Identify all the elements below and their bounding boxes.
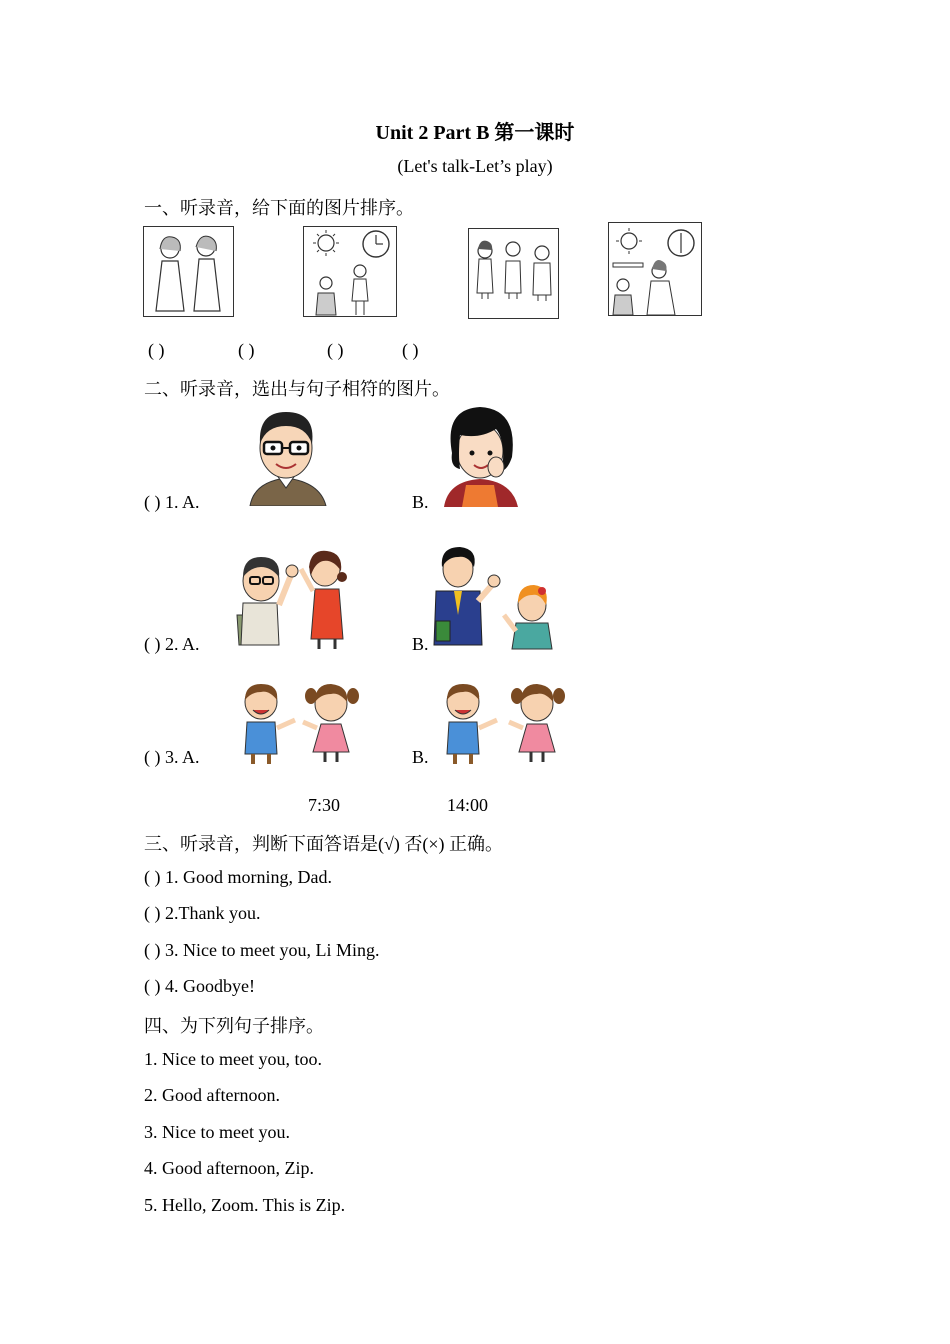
order-blank-1[interactable]: ( ) <box>148 340 165 360</box>
question-1-prefix: ( ) 1. A. <box>144 492 200 512</box>
order-blank-3[interactable]: ( ) <box>327 340 344 360</box>
teacher-and-girl-picture[interactable] <box>432 545 556 650</box>
boy-and-girl-greeting-picture-a[interactable] <box>233 682 369 764</box>
sentence-item-4: 4. Good afternoon, Zip. <box>144 1158 314 1178</box>
sentence-item-2: 2. Good afternoon. <box>144 1085 280 1105</box>
sun-clock-people-picture <box>303 226 397 317</box>
boy-and-girl-waving-picture[interactable] <box>235 545 347 650</box>
judge-item-2[interactable]: ( ) 2.Thank you. <box>144 903 261 923</box>
section3-heading: 三、听录音，判断下面答语是(√) 否(×) 正确。 <box>144 834 504 854</box>
sentence-item-1: 1. Nice to meet you, too. <box>144 1049 322 1069</box>
two-women-picture <box>143 226 234 317</box>
girl-picture[interactable] <box>438 405 522 507</box>
time-label-a: 7:30 <box>308 795 341 815</box>
boy-and-girl-greeting-picture-b[interactable] <box>435 682 575 764</box>
sun-clock-boy-woman-picture <box>608 222 702 316</box>
question-3-option-b: B. <box>412 747 429 767</box>
question-1-option-b: B. <box>412 492 429 512</box>
man-with-glasses-picture[interactable] <box>240 408 335 506</box>
order-blank-2[interactable]: ( ) <box>238 340 255 360</box>
sentence-item-5: 5. Hello, Zoom. This is Zip. <box>144 1195 346 1215</box>
page-subtitle: (Let's talk-Let’s play) <box>397 156 553 176</box>
judge-item-4[interactable]: ( ) 4. Goodbye! <box>144 976 255 996</box>
question-3-prefix: ( ) 3. A. <box>144 747 200 767</box>
question-2-prefix: ( ) 2. A. <box>144 634 200 654</box>
sentence-item-3: 3. Nice to meet you. <box>144 1122 290 1142</box>
time-label-b: 14:00 <box>447 795 489 815</box>
section1-heading: 一、听录音，给下面的图片排序。 <box>144 198 414 218</box>
section4-heading: 四、为下列句子排序。 <box>144 1016 324 1036</box>
three-people-picture <box>468 228 559 319</box>
section2-heading: 二、听录音，选出与句子相符的图片。 <box>144 379 450 399</box>
judge-item-1[interactable]: ( ) 1. Good morning, Dad. <box>144 867 332 887</box>
question-2-option-b: B. <box>412 634 429 654</box>
page-title: Unit 2 Part B 第一课时 <box>375 122 575 144</box>
judge-item-3[interactable]: ( ) 3. Nice to meet you, Li Ming. <box>144 940 380 960</box>
order-blank-4[interactable]: ( ) <box>402 340 419 360</box>
